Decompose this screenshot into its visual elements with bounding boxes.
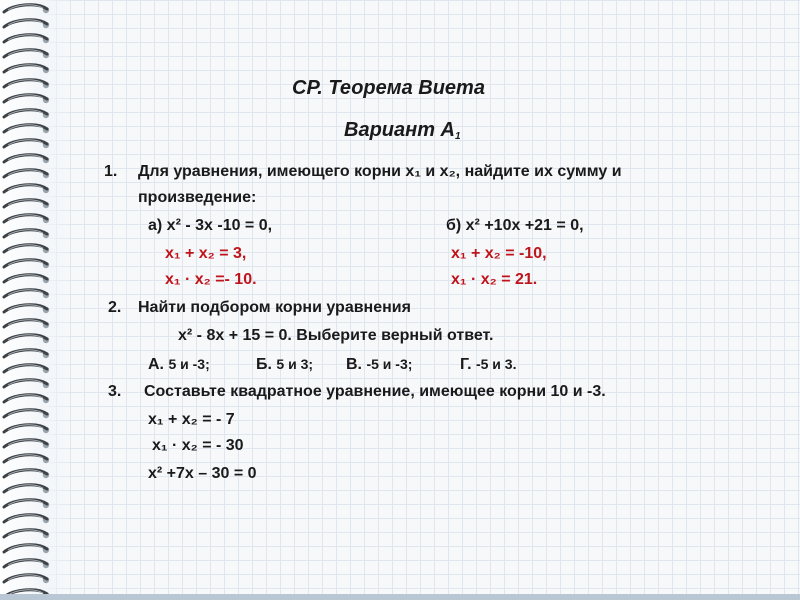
task3-sum: х₁ + х₂ = - 7 <box>148 411 235 428</box>
task3-text-line1: Составьте квадратное уравнение, имеющее корни 10 и -3. <box>144 383 606 400</box>
task2-text-line1: Найти подбором корни уравнения <box>138 299 411 316</box>
task2-text-line2: х² - 8х + 15 = 0. Выберите верный ответ. <box>178 327 494 344</box>
task1a-product: х₁ · х₂ =- 10. <box>165 271 257 288</box>
variant-title: Вариант $А_1$ <box>344 119 461 142</box>
task2-option-c: В. -5 и -3; <box>346 356 413 373</box>
task3-product: х₁ · х₂ = - 30 <box>152 437 244 454</box>
page-title: СР. Теорема Виета <box>292 77 485 99</box>
task2-option-b: Б. 5 и 3; <box>256 356 314 373</box>
task1-text-line1: Для уравнения, имеющего корни x₁ и x₂, найдите их сумму и <box>138 163 622 180</box>
task1b-equation: б) х² +10х +21 = 0, <box>446 217 584 234</box>
bottom-bar <box>0 594 800 600</box>
task3-equation: х² +7х – 30 = 0 <box>148 465 257 482</box>
task2-option-d: Г. -5 и 3. <box>460 356 517 373</box>
task2-number: 2. <box>108 299 122 316</box>
task1b-sum: х₁ + х₂ = -10, <box>451 245 547 262</box>
spiral-binding-icon <box>0 0 70 600</box>
task1-text-line2: произведение: <box>138 189 257 206</box>
task1a-equation: а) х² - 3х -10 = 0, <box>148 217 273 234</box>
task1b-product: х₁ · х₂ = 21. <box>451 271 538 288</box>
task3-number: 3. <box>108 383 122 400</box>
task1-number: 1. <box>104 163 118 180</box>
task2-option-a: А. 5 и -3; <box>148 356 210 373</box>
task1a-sum: х₁ + х₂ = 3, <box>165 245 247 262</box>
